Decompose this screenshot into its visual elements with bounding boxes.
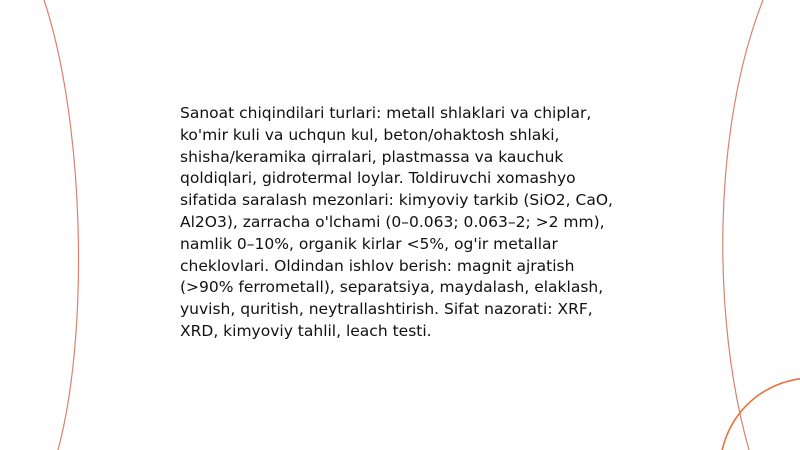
left-arc [44, 0, 79, 450]
accent-circle [720, 378, 800, 450]
right-arc [723, 0, 763, 450]
slide-body-text: Sanoat chiqindilari turlari: metall shlaklari va chiplar, ko'mir kuli va uchqun kul, beton/ohaktosh shlaki, shisha/keramika qirralari, plastmassa va kauchuk qoldiqlari, gidrotermal loylar. Toldiruvchi xomashyo sifatida saralash mezonlari: kimyoviy tarkib (SiO2, CaO, Al2O3), zarracha o'lchami (0–0.063; 0.063–2; >2 mm), namlik 0–10%, organik kirlar <5%, og'ir metallar cheklovlari. Oldindan ishlov berish: magnit ajratish (>90% ferrometall), separatsiya, maydalash, elaklash, yuvish, quritish, neytrallashtirish. Sifat nazorati: XRF, XRD, kimyoviy tahlil, leach testi. [180, 104, 613, 340]
